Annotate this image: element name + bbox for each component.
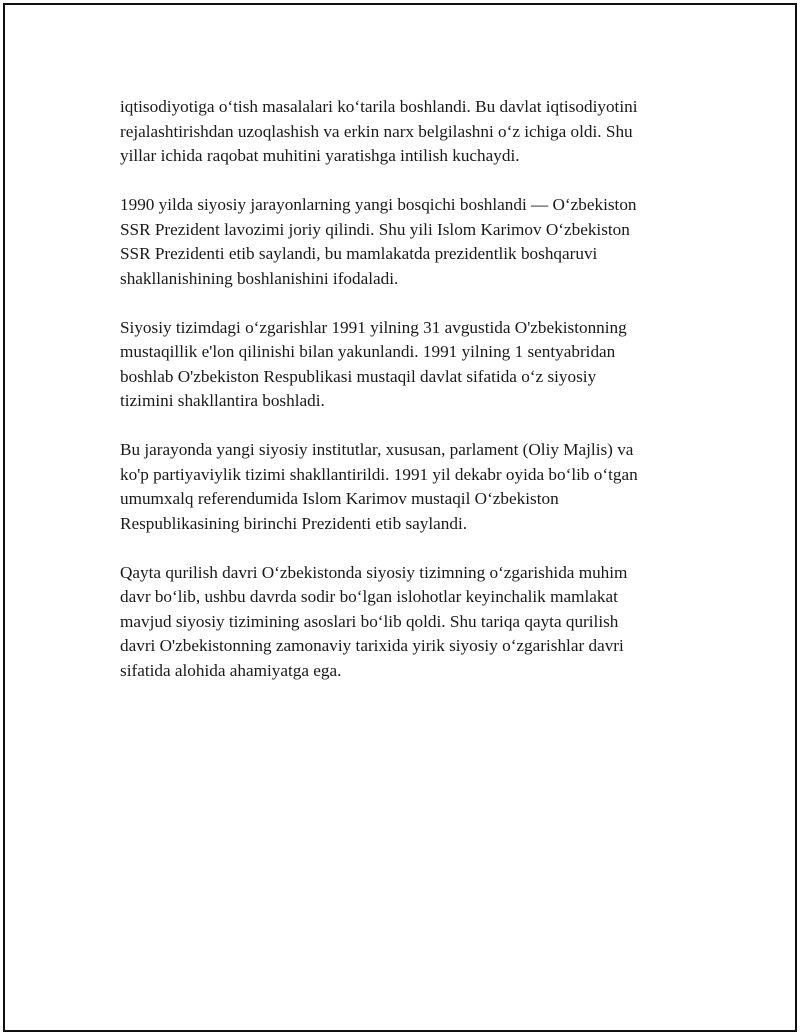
paragraph-line: Siyosiy tizimdagi o‘zgarishlar 1991 yilning 31 avgustida O'zbekistonning: [120, 317, 627, 337]
paragraph-line: sifatida alohida ahamiyatga ega.: [120, 660, 342, 680]
document-body: [120, 95, 692, 708]
paragraph-line: davri O'zbekistonning zamonaviy tarixida yirik siyosiy o‘zgarishlar davri: [120, 636, 624, 655]
paragraph-5: [120, 561, 692, 684]
paragraph-3: [120, 316, 692, 414]
paragraph-line: Qayta qurilish davri O‘zbekistonda siyosiy tizimning o‘zgarishida muhim: [120, 562, 628, 582]
paragraph-line: ko'p partiyaviylik tizimi shakllantirildi. 1991 yil dekabr oyida bo‘lib o‘tgan: [120, 464, 638, 484]
paragraph-line: tizimini shakllantira boshladi.: [120, 391, 325, 410]
paragraph-line: davr bo‘lib, ushbu davrda sodir bo‘lgan islohotlar keyinchalik mamlakat: [120, 587, 618, 606]
document-page: [3, 3, 797, 1032]
paragraph-line: boshlab O'zbekiston Respublikasi mustaqil davlat sifatida o‘z siyosiy: [120, 366, 597, 386]
paragraph-line: mavjud siyosiy tizimining asoslari bo‘lib qoldi. Shu tariqa qayta qurilish: [120, 611, 619, 631]
paragraph-line: yillar ichida raqobat muhitini yaratishga intilish kuchaydi.: [120, 146, 520, 165]
paragraph-line: iqtisodiyotiga o‘tish masalalari ko‘tarila boshlandi. Bu davlat iqtisodiyotini: [120, 97, 638, 116]
paragraph-line: Respublikasining birinchi Prezidenti etib saylandi.: [120, 513, 468, 533]
paragraph-line: SSR Prezidenti etib saylandi, bu mamlakatda prezidentlik boshqaruvi: [120, 244, 598, 263]
paragraph-line: SSR Prezident lavozimi joriy qilindi. Shu yili Islom Karimov O‘zbekiston: [120, 219, 630, 239]
paragraph-line: Bu jarayonda yangi siyosiy institutlar, xususan, parlament (Oliy Majlis) va: [120, 440, 634, 459]
paragraph-line: rejalashtirishdan uzoqlashish va erkin narx belgilashni o‘z ichiga oldi. Shu: [120, 121, 633, 141]
paragraph-1: [120, 95, 692, 169]
paragraph-line: umumxalq referendumida Islom Karimov mustaqil O‘zbekiston: [120, 489, 559, 508]
paragraph-line: mustaqillik e'lon qilinishi bilan yakunlandi. 1991 yilning 1 sentyabridan: [120, 342, 616, 361]
paragraph-2: [120, 193, 692, 291]
paragraph-line: shakllanishining boshlanishini ifodaladi.: [120, 268, 399, 288]
paragraph-4: [120, 438, 692, 536]
paragraph-line: 1990 yilda siyosiy jarayonlarning yangi bosqichi boshlandi — O‘zbekiston: [120, 195, 637, 214]
